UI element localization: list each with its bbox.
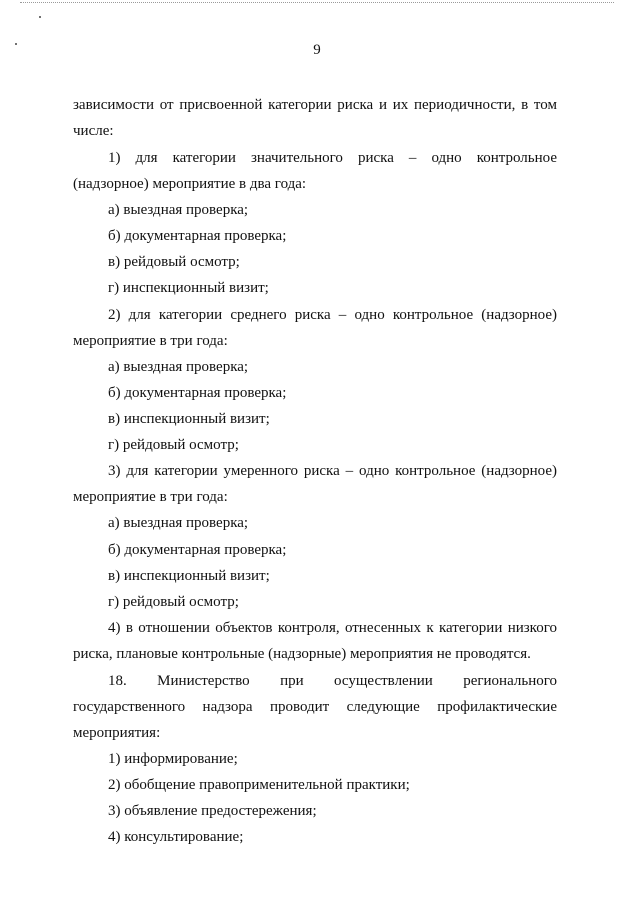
list-item: б) документарная проверка;: [108, 385, 287, 401]
list-item-line: 3) для категории умеренного риска – одно контрольное (надзорное): [108, 463, 557, 479]
list-item-line: мероприятие в три года:: [73, 489, 228, 505]
list-item-line: 2) для категории среднего риска – одно контрольное (надзорное): [108, 307, 557, 323]
paragraph-line: 18. Министерство при осуществлении регионального: [108, 673, 557, 689]
list-item: а) выездная проверка;: [108, 359, 249, 375]
list-item: а) выездная проверка;: [108, 515, 249, 531]
list-item-line: 4) в отношении объектов контроля, отнесенных к категории низкого: [108, 620, 557, 636]
list-item: 2) обобщение правоприменительной практики;: [108, 777, 410, 793]
list-item: в) инспекционный визит;: [108, 568, 270, 584]
list-item-line: риска, плановые контрольные (надзорные) мероприятия не проводятся.: [73, 646, 531, 662]
list-item: б) документарная проверка;: [108, 228, 287, 244]
list-item: в) инспекционный визит;: [108, 411, 270, 427]
paragraph-line: государственного надзора проводит следующие профилактические: [73, 699, 557, 715]
paragraph-line: числе:: [73, 123, 114, 139]
list-item: г) инспекционный визит;: [108, 280, 269, 296]
list-item: г) рейдовый осмотр;: [108, 594, 239, 610]
paragraph-line: мероприятия:: [73, 725, 161, 741]
list-item: 1) информирование;: [108, 751, 238, 767]
list-item: 3) объявление предостережения;: [108, 803, 317, 819]
paragraph-line: зависимости от присвоенной категории риска и их периодичности, в том: [73, 97, 557, 113]
list-item-line: мероприятие в три года:: [73, 333, 228, 349]
list-item: а) выездная проверка;: [108, 202, 249, 218]
list-item: в) рейдовый осмотр;: [108, 254, 240, 270]
list-item: б) документарная проверка;: [108, 542, 287, 558]
list-item: 4) консультирование;: [108, 829, 244, 845]
scan-edge: [20, 2, 614, 3]
page-number: 9: [313, 42, 321, 58]
list-item: г) рейдовый осмотр;: [108, 437, 239, 453]
scan-speck: [39, 16, 41, 18]
list-item-line: (надзорное) мероприятие в два года:: [73, 176, 307, 192]
list-item-line: 1) для категории значительного риска – одно контрольное: [108, 150, 557, 166]
